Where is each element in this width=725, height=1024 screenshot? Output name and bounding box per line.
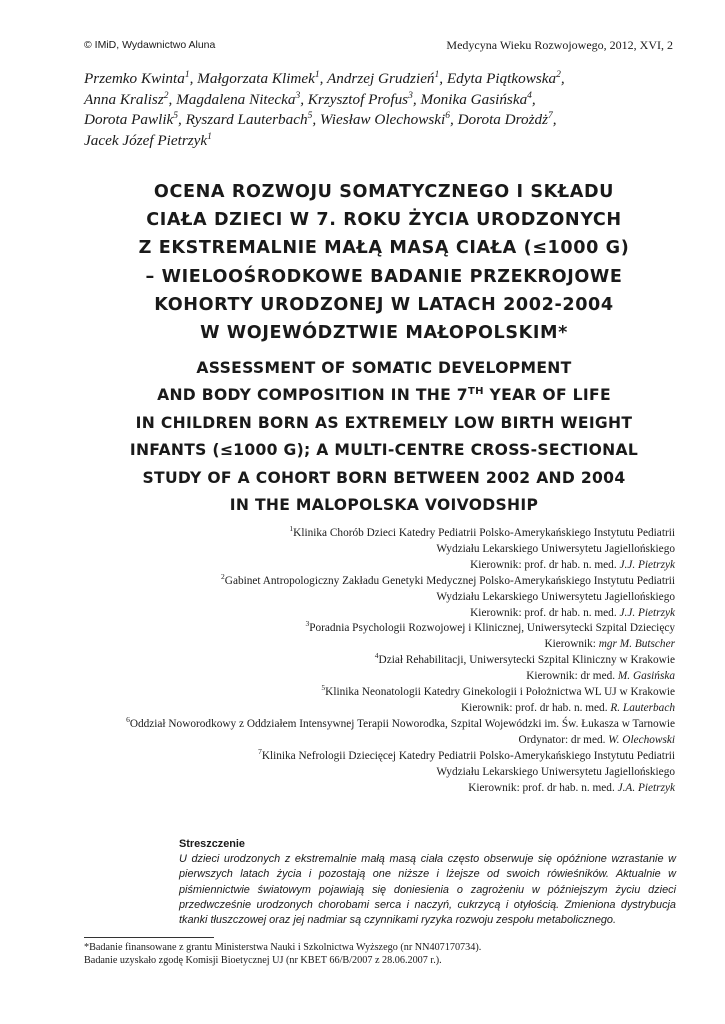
title-line: OCENA ROZWOJU SOMATYCZNEGO I SKŁADU <box>153 182 615 202</box>
abstract-body: U dzieci urodzonych z ekstremalnie małą masą ciała często obserwuje się opóźnione wzrastanie w pierwszych latach życia i pozostają one niższe i lżejsze od swoich rówieśników. Aktualnie w piśmiennictwie światowym pojawiają się doniesienia o zagrożeniu w późniejszym życiu dzieci przedwcześnie urodzonych chorobami serca i naczyń, cukrzycą i otyłością. Zmieniona dystrybucja tkanki tłuszczowej oraz jej nadmiar są czynnikami ryzyka rozwoju zespołu metabolicznego. <box>179 853 676 927</box>
title-line: IN CHILDREN BORN AS EXTREMELY LOW BIRTH WEIGHT <box>135 413 633 432</box>
title-line: Z EKSTREMALNIE MAŁĄ MASĄ CIAŁA (≤1000 G) <box>138 238 630 259</box>
affiliation: $^3$Poradnia Psychologii Rozwojowej i Klinicznej, Uniwersytecki Szpital Dziecięcy Kierownik: mgr M. Butscher <box>305 619 675 651</box>
affiliation: $^1$Klinika Chorób Dzieci Katedry Pediatrii Polsko-Amerykańskiego Instytutu Pediatrii Wydziału Lekarskiego Uniwersytetu Jagiellońskiego Kierownik: prof. dr hab. n. med. J.J. Pietrzyk <box>289 524 675 571</box>
footnotes <box>84 941 704 967</box>
author: Małgorzata Klimek$^1$, <box>197 69 327 87</box>
journal-copyright: © IMiD, Wydawnictwo Aluna <box>84 39 216 51</box>
journal-citation: Medycyna Wieku Rozwojowego, 2012, XVI, 2 <box>446 38 673 52</box>
author: Przemko Kwinta$^1$, <box>84 69 198 87</box>
affiliation: $^5$Klinika Neonatologii Katedry Ginekologii i Położnictwa WL UJ w Krakowie Kierownik: prof. dr hab. n. med. R. Lauterbach <box>321 683 675 714</box>
author: Edyta Piątkowska$^2$, <box>446 69 565 87</box>
author-list <box>84 69 684 151</box>
affiliation: $^4$Dział Rehabilitacji, Uniwersytecki Szpital Kliniczny w Krakowie Kierownik: dr med. M. Gasińska <box>374 651 675 683</box>
author: Anna Kralisz$^2$, <box>84 90 177 108</box>
affiliation: $^6$Oddział Noworodkowy z Oddziałem Intensywnej Terapii Noworodka, Szpital Wojewódzki im. Św. Łukasza w Tarnowie Ordynator: dr med. W. Olechowski <box>126 715 675 746</box>
author: Magdalena Nitecka$^3$, <box>176 90 308 108</box>
author: Andrzej Grudzień$^1$, <box>326 69 447 87</box>
title-line: ASSESSMENT OF SOMATIC DEVELOPMENT <box>196 359 572 377</box>
author: Dorota Pawlik$^5$, <box>84 110 186 128</box>
title-english <box>84 355 684 519</box>
author: Jacek Józef Pietrzyk$^1$ <box>84 131 212 149</box>
title-line: INFANTS (≤1000 G); A MULTI-CENTRE CROSS-SECTIONAL <box>129 441 639 460</box>
affiliation: $^2$Gabinet Antropologiczny Zakładu Genetyki Medycznej Polsko-Amerykańskiego Instytutu Pediatrii Wydziału Lekarskiego Uniwersytetu Jagiellońskiego Kierownik: prof. dr hab. n. med. J.J. Pietrzyk <box>221 571 675 619</box>
author: Krzysztof Profus$^3$, <box>307 90 421 108</box>
author: Wiesław Olechowski$^6$, <box>319 110 458 128</box>
affiliation-list <box>55 526 675 796</box>
title-line: AND BODY COMPOSITION IN THE 7TH YEAR OF LIFE <box>157 386 611 405</box>
title-line: IN THE MALOPOLSKA VOIVODSHIP <box>229 496 539 515</box>
title-polish <box>84 178 684 347</box>
title-line: KOHORTY URODZONEJ W LATACH 2002-2004 <box>154 294 614 315</box>
author: Dorota Drożdż$^7$, <box>457 110 557 128</box>
abstract <box>179 837 676 928</box>
title-line: STUDY OF A COHORT BORN BETWEEN 2002 AND 2004 <box>142 468 626 487</box>
abstract-heading: Streszczenie <box>179 838 245 850</box>
footnote: *Badanie finansowane z grantu Ministerstwa Nauki i Szkolnictwa Wyższego (nr NN407170734). <box>84 942 482 953</box>
footnote-divider <box>84 937 214 938</box>
title-line: – WIELOOŚRODKOWE BADANIE PRZEKROJOWE <box>145 266 623 287</box>
affiliation: $^7$Klinika Nefrologii Dziecięcej Katedry Pediatrii Polsko-Amerykańskiego Instytutu Pediatrii Wydziału Lekarskiego Uniwersytetu Jagiellońskiego Kierownik: prof. dr hab. n. med. J.A. Pietrzyk <box>258 746 675 794</box>
title-line: W WOJEWÓDZTWIE MAŁOPOLSKIM* <box>200 323 568 344</box>
footnote: Badanie uzyskało zgodę Komisji Bioetycznej UJ (nr KBET 66/B/2007 z 28.06.2007 r.). <box>84 955 442 966</box>
title-line: CIAŁA DZIECI W 7. ROKU ŻYCIA URODZONYCH <box>146 210 622 231</box>
author: Monika Gasińska$^4$, <box>420 90 536 108</box>
author: Ryszard Lauterbach$^5$, <box>185 110 320 128</box>
